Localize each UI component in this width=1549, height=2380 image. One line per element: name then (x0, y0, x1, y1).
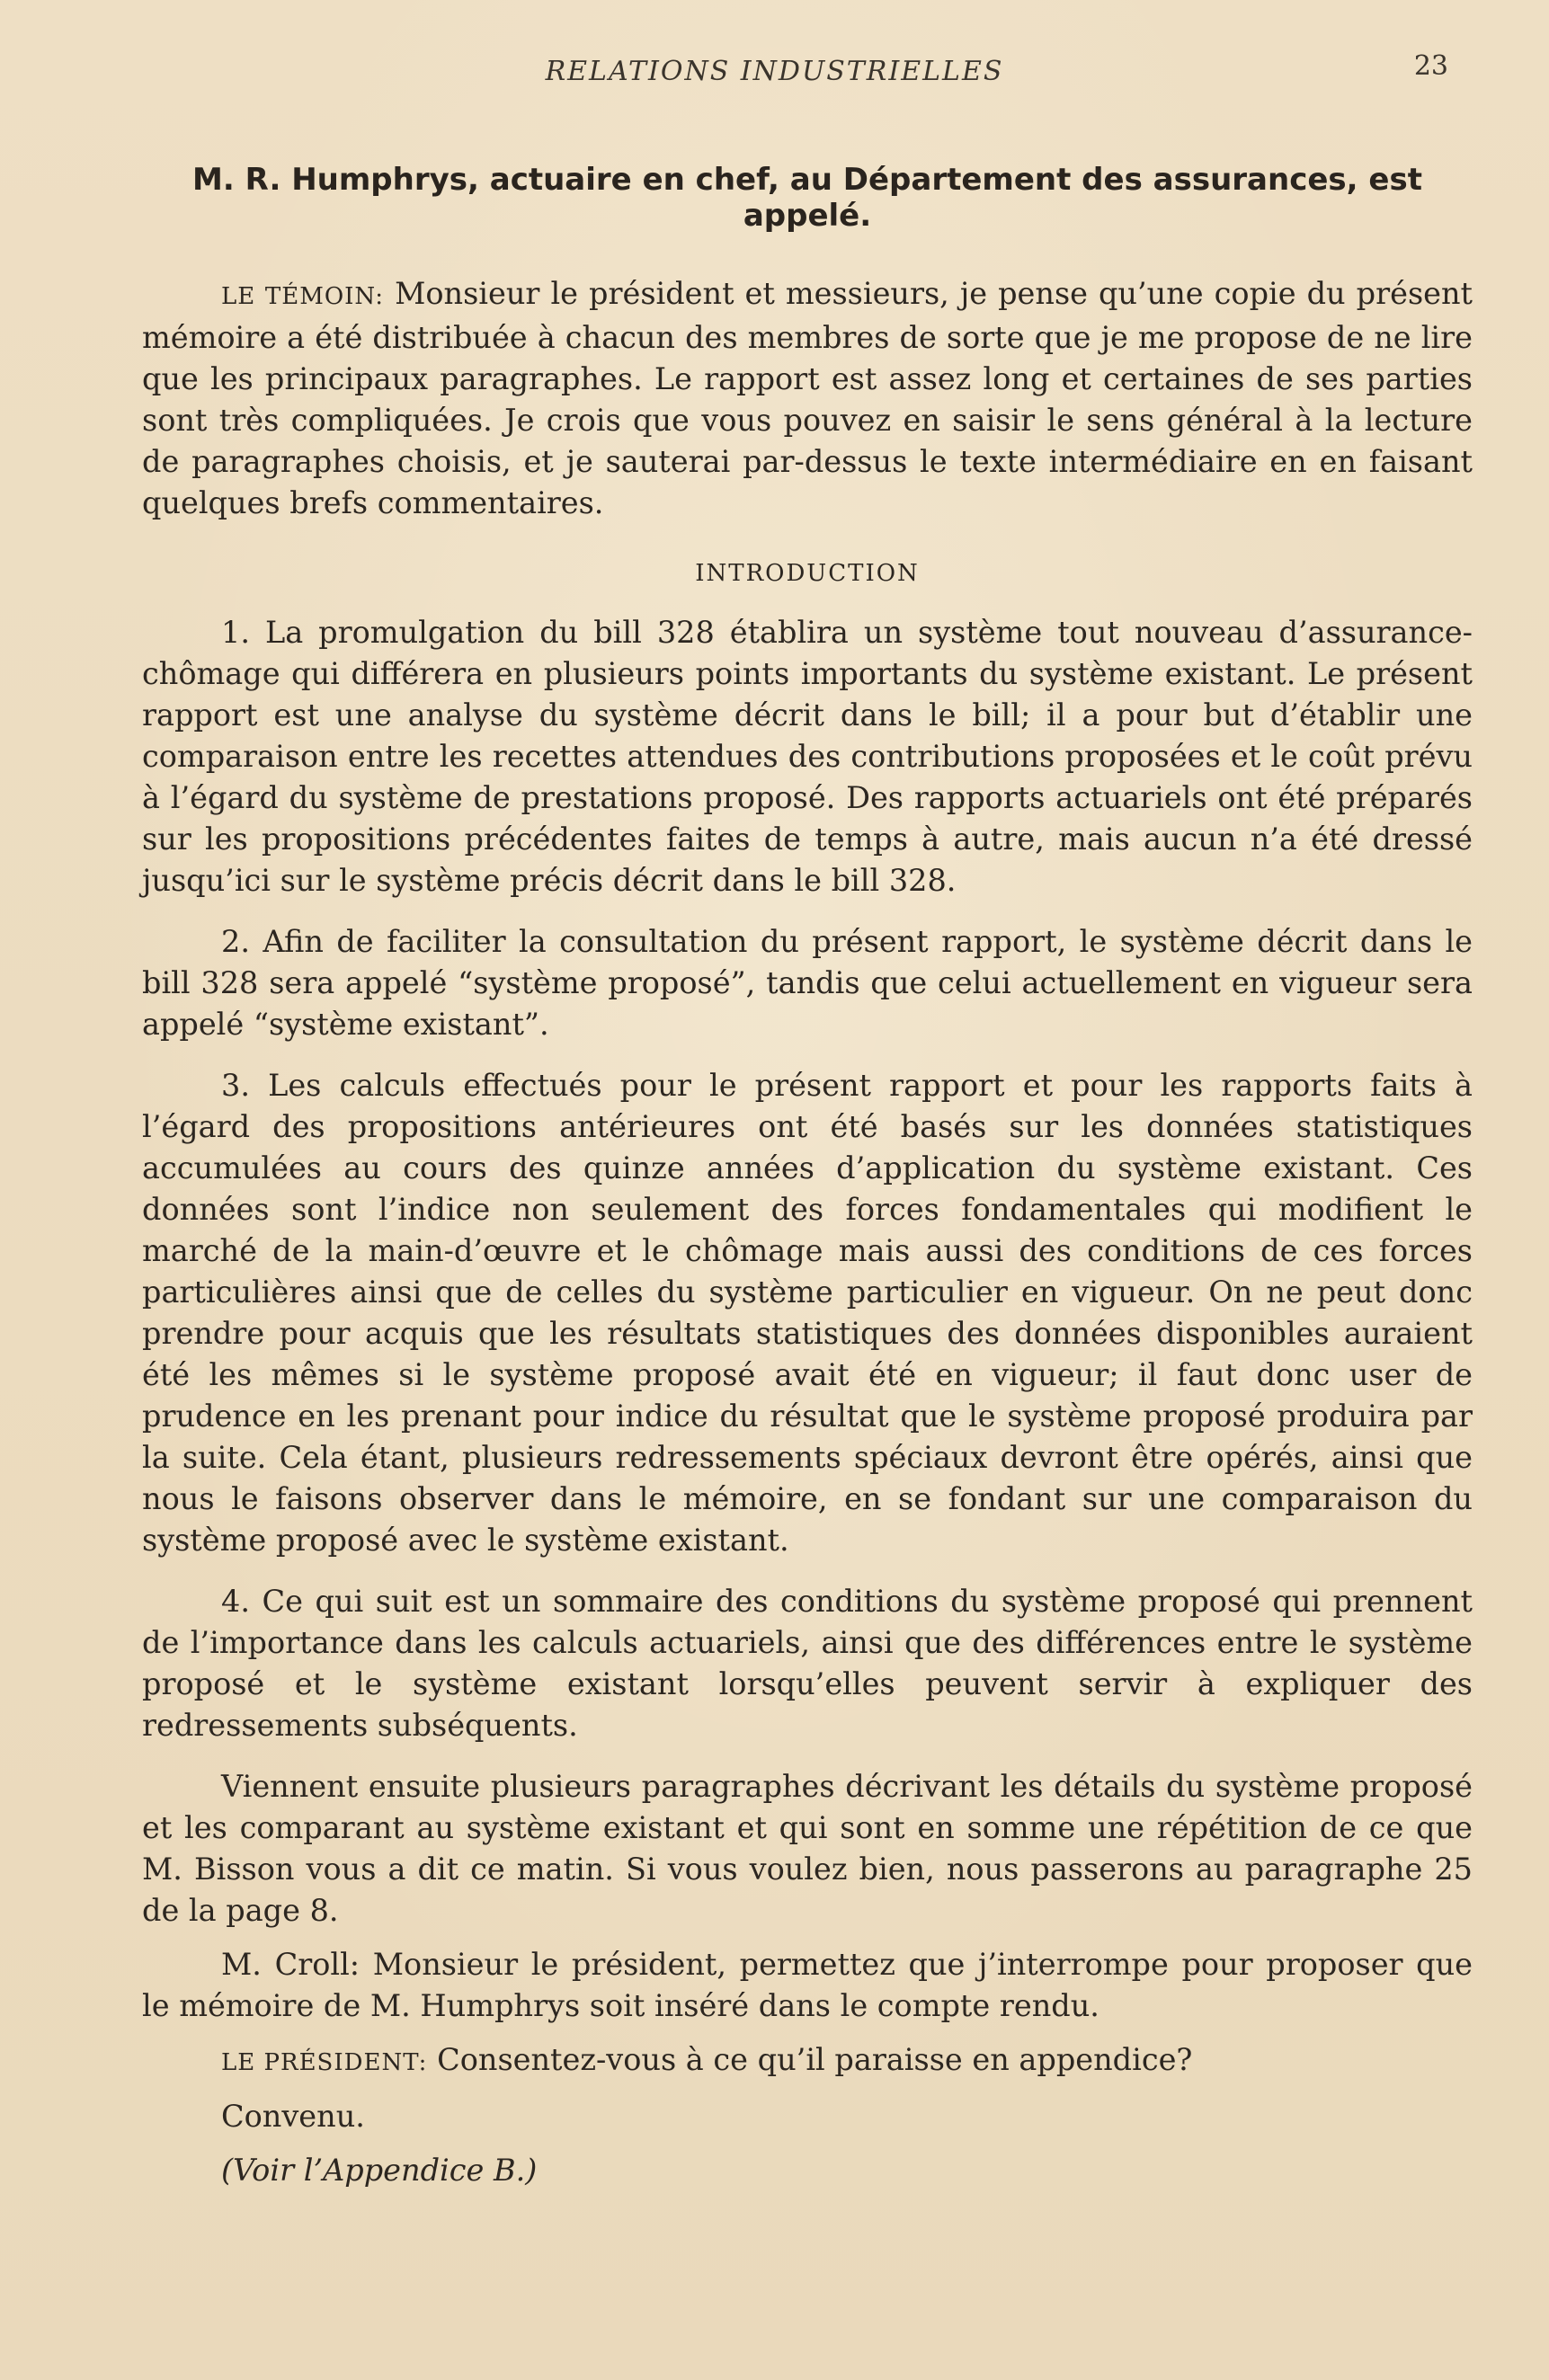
running-title: RELATIONS INDUSTRIELLES (545, 56, 1004, 87)
opening-statement (142, 273, 1473, 524)
paragraph-2: 2. Afin de faciliter la consultation du présent rapport, le système décrit dans le bill 328 sera appelé “système proposé”, tandis que celui actuellement en vigueur sera appelé “système existant”. (142, 924, 1473, 1042)
paragraph-5: Viennent ensuite plusieurs paragraphes décrivant les détails du système proposé et les comparant au système existant et qui sont en somme une répétition de ce que M. Bisson vous a dit ce matin. Si vous voulez bien, nous passerons au paragraphe 25 de la page 8. (142, 1769, 1473, 1928)
opening-text: Monsieur le président et messieurs, je pense qu’une copie du présent mémoire a été distribuée à chacun des membres de sorte que je me propose de ne lire que les principaux paragraphes. Le rapport est assez long et certaines de ses parties sont très compliquées. Je crois que vous pouvez en saisir le sens général à la lecture de paragraphes choisis, et je sauterai par-dessus le texte intermédiaire en en faisant quelques brefs commentaires. (142, 276, 1473, 520)
page-number: 23 (1413, 50, 1448, 82)
agreed-line: Convenu. (221, 2099, 365, 2134)
paragraph-1: 1. La promulgation du bill 328 établira un système tout nouveau d’assurance-chômage qui différera en plusieurs points importants du système existant. Le présent rapport est une analyse du système décrit dans le bill; il a pour but d’établir une comparaison entre les recettes attendues des contributions proposées et le coût prévu à l’égard du système de prestations proposé. Des rapports actuariels ont été préparés sur les propositions précédentes faites de temps à autre, mais aucun n’a été dressé jusqu’ici sur le système précis décrit dans le bill 328. (142, 615, 1473, 898)
croll-statement (142, 1944, 1473, 2027)
croll-text: Monsieur le président, permettez que j’interrompe pour proposer que le mémoire de M. Humphrys soit inséré dans le compte rendu. (142, 1947, 1473, 2023)
speaker-label: LE TÉMOIN: (221, 283, 385, 310)
speaker-label: M. Croll: (221, 1947, 361, 1982)
president-statement (142, 2039, 1473, 2083)
paragraph-4: 4. Ce qui suit est un sommaire des conditions du système proposé qui prennent de l’importance dans les calculs actuariels, ainsi que des différences entre le système proposé et le système existant lorsqu’elles peuvent servir à expliquer des redressements subséquents. (142, 1584, 1473, 1743)
witness-announcement: M. R. Humphrys, actuaire en chef, au Département des assurances, est appelé. (192, 162, 1422, 234)
president-text: Consentez-vous à ce qu’il paraisse en appendice? (437, 2042, 1193, 2077)
speaker-label: LE PRÉSIDENT: (221, 2049, 428, 2076)
section-title: INTRODUCTION (695, 560, 920, 587)
appendix-reference: (Voir l’Appendice B.) (221, 2153, 538, 2188)
page-body (142, 162, 1473, 2211)
paragraph-3: 3. Les calculs effectués pour le présent rapport et pour les rapports faits à l’égard des propositions antérieures ont été basés sur les données statistiques accumulées au cours des quinze années d’application du système existant. Ces données sont l’indice non seulement des forces fondamentales qui modifient le marché de la main-d’œuvre et le chômage mais aussi des conditions de ces forces particulières ainsi que de celles du système particulier en vigueur. On ne peut donc prendre pour acquis que les résultats statistiques des données disponibles auraient été les mêmes si le système proposé avait été en vigueur; il faut donc user de prudence en les prenant pour indice du résultat que le système proposé produira par la suite. Cela étant, plusieurs redressements spéciaux devront être opérés, ainsi que nous le faisons observer dans le mémoire, en se fondant sur une comparaison du système proposé avec le système existant. (142, 1068, 1473, 1558)
